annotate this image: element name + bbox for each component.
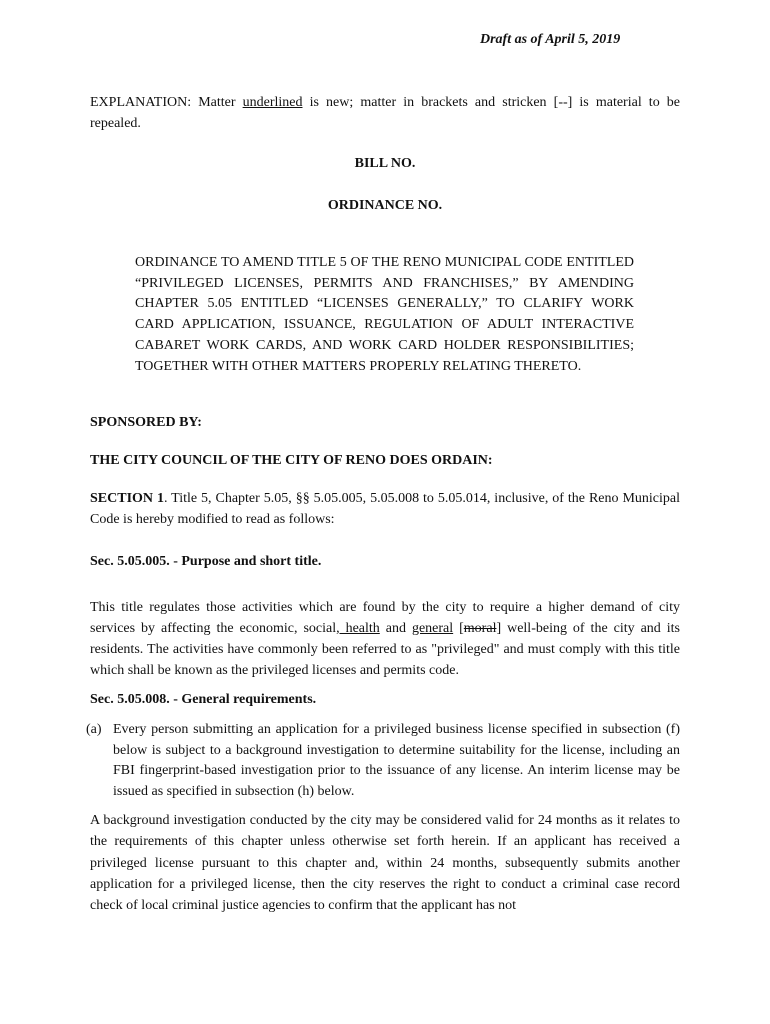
sponsored-by: SPONSORED BY: bbox=[90, 415, 202, 430]
sec-5-05-005-heading: Sec. 5.05.005. - Purpose and short title. bbox=[90, 554, 322, 569]
ordinance-number: ORDINANCE NO. bbox=[327, 198, 443, 213]
bill-number: BILL NO. bbox=[354, 156, 416, 171]
section-1-text: . Title 5, Chapter 5.05, §§ 5.05.005, 5.05.008 to 5.05.014, inclusive, of the Reno Municipal Code is hereby modified to read as follows: bbox=[90, 491, 680, 527]
purpose-stricken-moral: moral bbox=[463, 621, 497, 636]
purpose-text-1: This title regulates those activities which are found by the city to require a higher demand of city services by affecting the economic, social bbox=[90, 600, 680, 636]
purpose-text-2: and bbox=[379, 621, 412, 636]
purpose-paragraph bbox=[90, 597, 680, 681]
sec-5-05-008-heading: Sec. 5.05.008. - General requirements. bbox=[90, 692, 317, 707]
purpose-underlined-general: general bbox=[411, 621, 454, 636]
section-1-paragraph bbox=[90, 488, 680, 530]
subsection-a-label: (a) bbox=[86, 722, 102, 737]
explanation-paragraph bbox=[90, 92, 680, 134]
section-1-label: SECTION 1 bbox=[90, 491, 164, 506]
explanation-rest: is new; matter in brackets and stricken [--] is material to be repealed. bbox=[90, 95, 681, 131]
subsection-a bbox=[86, 720, 680, 802]
subsection-a-text: Every person submitting an application for a privileged business license specified in subsection (f) below is subject to a background investigation to determine suitability for the license, including an FBI fingerprint-based investigation prior to the issuance of any license. An interim license may be issued as specified in subsection (h) below. bbox=[113, 722, 680, 799]
explanation-underlined: underlined bbox=[242, 95, 303, 110]
purpose-text-3: ] well-being of the city and its residents. The activities have commonly been referred to as "privileged" and must comply with this title which shall be known as the privileged licenses and permits code. bbox=[90, 621, 680, 678]
ordain-statement: THE CITY COUNCIL OF THE CITY OF RENO DOES ORDAIN: bbox=[90, 453, 493, 468]
background-paragraph: A background investigation conducted by the city may be considered valid for 24 months as it relates to the requirements of this chapter unless otherwise set forth herein. If an applicant has received a privileged license pursuant to this chapter and, within 24 months, subsequently submits another application for a privileged license, then the city reserves the right to conduct a criminal case record check of local criminal justice agencies to confirm that the applicant has not bbox=[90, 813, 680, 914]
purpose-underlined-health: , health bbox=[336, 621, 380, 636]
ordinance-title: ORDINANCE TO AMEND TITLE 5 OF THE RENO MUNICIPAL CODE ENTITLED “PRIVILEGED LICENSES, PERMITS AND FRANCHISES,” BY AMENDING CHAPTER 5.05 ENTITLED “LICENSES GENERALLY,” TO CLARIFY WORK CARD APPLICATION, ISSUANCE, REGULATION OF ADULT INTERACTIVE CABARET WORK CARDS, AND WORK CARD HOLDER RESPONSIBILITIES; TOGETHER WITH OTHER MATTERS PROPERLY RELATING THERETO. bbox=[135, 255, 634, 374]
draft-date: Draft as of April 5, 2019 bbox=[480, 32, 621, 47]
explanation-lead: EXPLANATION: Matter bbox=[90, 95, 243, 110]
purpose-bracket-open: [ bbox=[453, 621, 464, 636]
